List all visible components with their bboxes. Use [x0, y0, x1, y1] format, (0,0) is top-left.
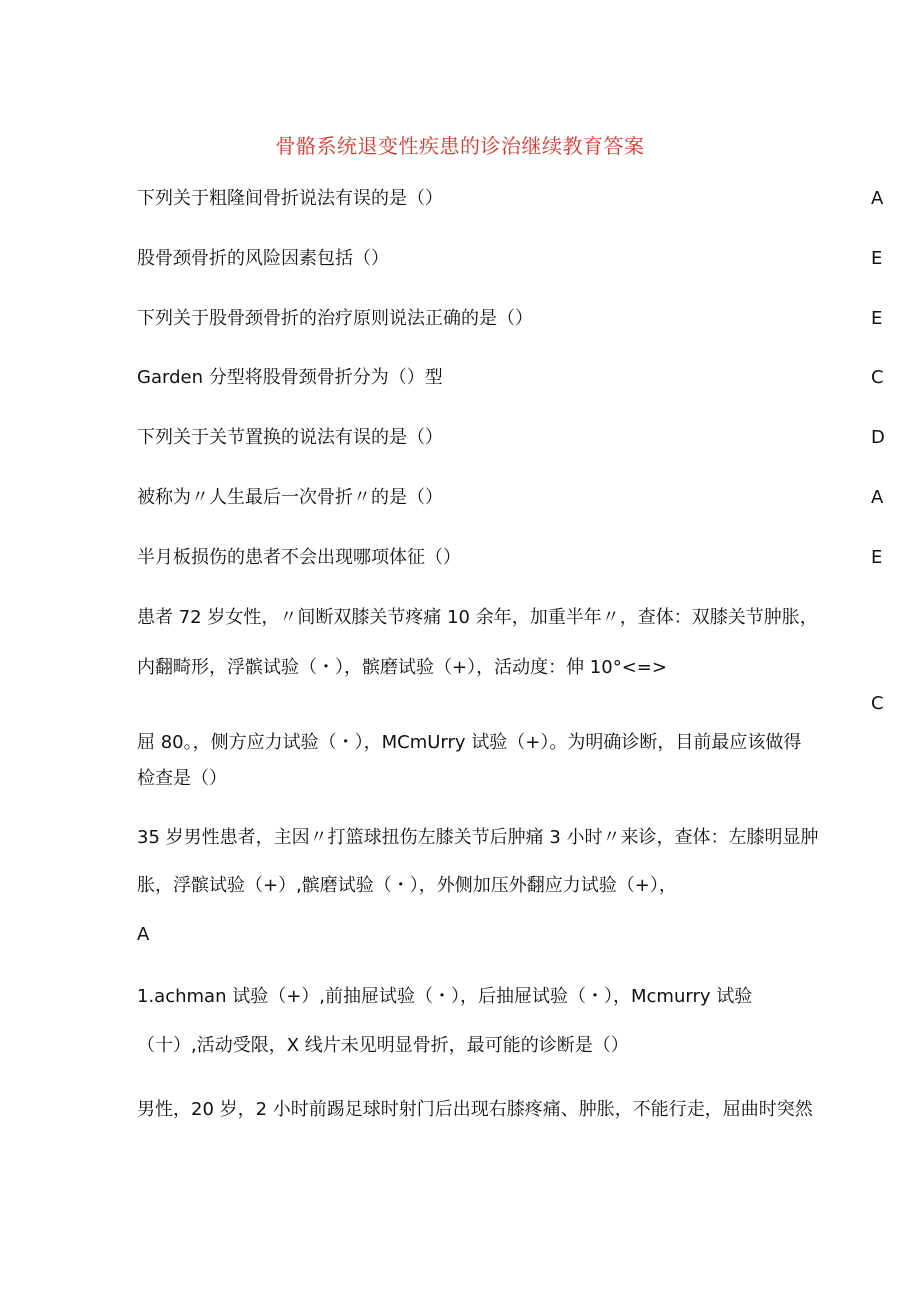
answer-2: E	[871, 248, 883, 269]
question-5: 下列关于关节置换的说法有误的是（）	[137, 427, 443, 448]
case3-line1: 男性，20 岁，2 小时前踢足球时射门后出现右膝疼痛、肿胀，不能行走，屈曲时突然	[137, 1099, 813, 1120]
case2-line4: （十）,活动受限，X 线片未见明显骨折，最可能的诊断是（）	[137, 1035, 629, 1056]
answer-3: E	[871, 308, 883, 329]
question-2: 股骨颈骨折的风险因素包括（）	[137, 248, 389, 269]
question-3: 下列关于股骨颈骨折的治疗原则说法正确的是（）	[137, 308, 533, 329]
case2-line3: 1.achman 试验（+）,前抽屉试验（・），后抽屉试验（・），Mcmurry 试验	[137, 986, 753, 1007]
answer-5: D	[871, 427, 885, 448]
answer-1: A	[871, 188, 884, 209]
question-7: 半月板损伤的患者不会出现哪项体征（）	[137, 547, 461, 568]
question-1: 下列关于粗隆间骨折说法有误的是（）	[137, 188, 443, 209]
case2-answer: A	[137, 924, 150, 945]
question-6: 被称为〃人生最后一次骨折〃的是（）	[137, 487, 443, 508]
answer-6: A	[871, 487, 884, 508]
question-4: Garden 分型将股骨颈骨折分为（）型	[137, 367, 443, 388]
answer-4: C	[871, 367, 884, 388]
case1-line2: 内翻畸形，浮髌试验（・），髌磨试验（+），活动度：伸 10°<=>	[137, 657, 667, 678]
case1-line1: 患者 72 岁女性，〃间断双膝关节疼痛 10 余年，加重半年〃，查体：双膝关节肿胀，	[137, 607, 818, 628]
case2-line1: 35 岁男性患者，主因〃打篮球扭伤左膝关节后肿痛 3 小时〃来诊，查体：左膝明显肿	[137, 827, 819, 848]
case1-answer: C	[871, 693, 884, 714]
case1-line3: 屈 80。，侧方应力试验（・），MCmUrry 试验（+）。为明确诊断，目前最应该做得	[137, 732, 802, 753]
case2-line2: 胀，浮髌试验（+）,髌磨试验（・），外侧加压外翻应力试验（+），	[137, 875, 677, 896]
answer-7: E	[871, 547, 883, 568]
case1-line4: 检查是（）	[137, 768, 227, 789]
document-title: 骨骼系统退变性疾患的诊治继续教育答案	[275, 134, 645, 158]
